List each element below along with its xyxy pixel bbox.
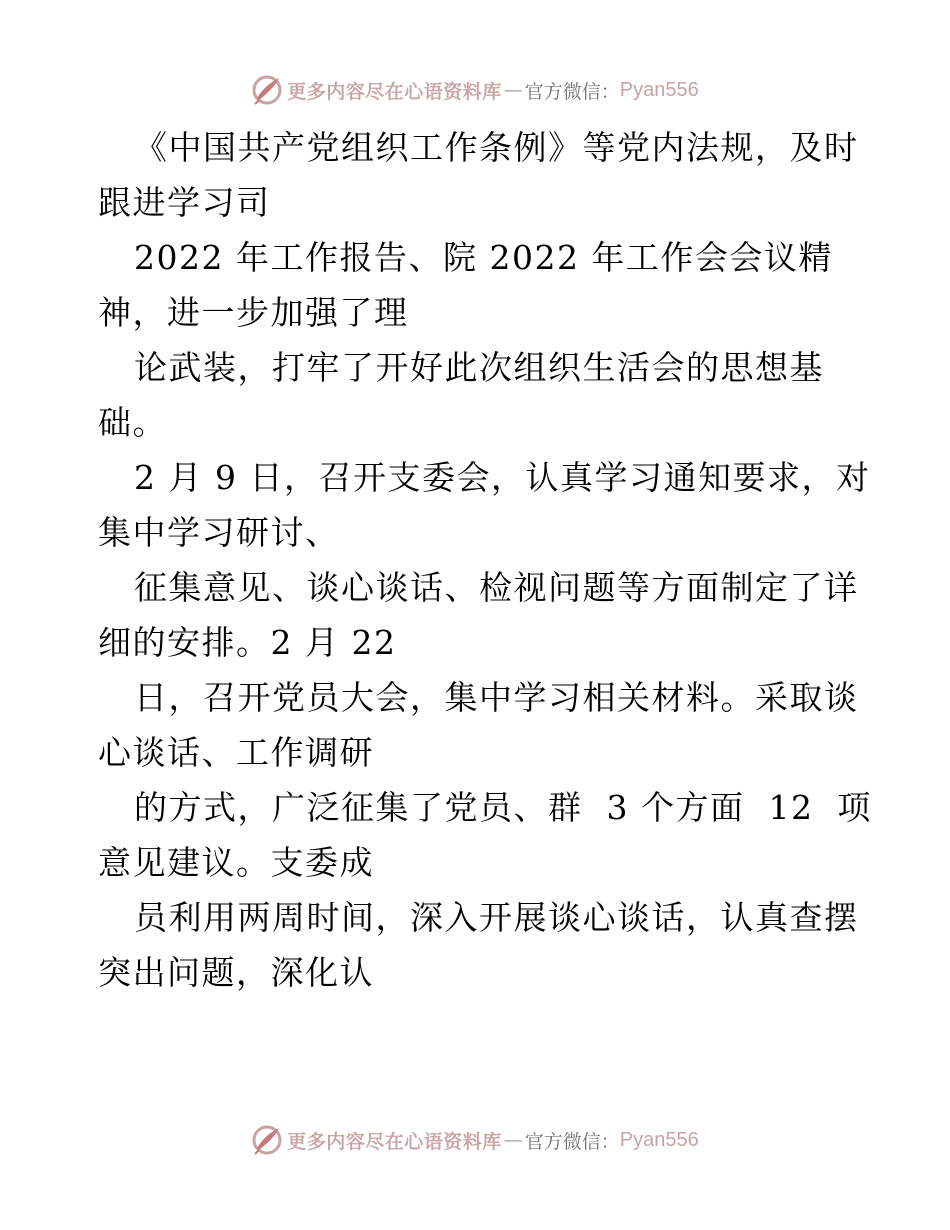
text-line: 论武装，打牢了开好此次组织生活会的思想基 — [134, 348, 824, 387]
text-line: 员利用两周时间，深入开展谈心谈话，认真查摆 — [134, 898, 859, 937]
footer-watermark — [0, 1120, 950, 1160]
watermark-id: Pyan556 — [619, 78, 699, 101]
text-line: 《中国共产党组织工作条例》等党内法规，及时 — [134, 128, 859, 167]
text-line: 神，进一步加强了理 — [98, 293, 409, 332]
watermark-label: 官方微信： — [524, 1130, 620, 1153]
feather-pen-logo-icon — [251, 74, 283, 106]
text-line: 意见建议。支委成 — [98, 843, 374, 882]
watermark-dash: — — [503, 1129, 523, 1151]
text-line: 2022 年工作报告、院 2022 年工作会会议精 — [134, 238, 833, 277]
document-body — [98, 120, 872, 1000]
text-line: 础。 — [98, 403, 167, 442]
watermark-label: 官方微信： — [524, 80, 620, 103]
text-line: 细的安排。2 月 22 — [98, 623, 397, 662]
text-line: 突出问题，深化认 — [98, 953, 374, 992]
watermark-text: 更多内容尽在心语资料库 — [287, 80, 502, 103]
watermark-id: Pyan556 — [619, 1128, 699, 1151]
text-line: 心谈话、工作调研 — [98, 733, 374, 772]
text-line: 集中学习研讨、 — [98, 513, 340, 552]
text-line: 日，召开党员大会，集中学习相关材料。采取谈 — [134, 678, 859, 717]
text-line: 2 月 9 日，召开支委会，认真学习通知要求，对 — [134, 458, 871, 497]
watermark-text: 更多内容尽在心语资料库 — [287, 1130, 502, 1153]
watermark-dash: — — [503, 79, 523, 101]
text-line: 的方式，广泛征集了党员、群 3 个方面 12 项 — [134, 788, 872, 827]
feather-pen-logo-icon — [251, 1124, 283, 1156]
header-watermark — [0, 70, 950, 110]
text-line: 跟进学习司 — [98, 183, 271, 222]
text-line: 征集意见、谈心谈话、检视问题等方面制定了详 — [134, 568, 859, 607]
